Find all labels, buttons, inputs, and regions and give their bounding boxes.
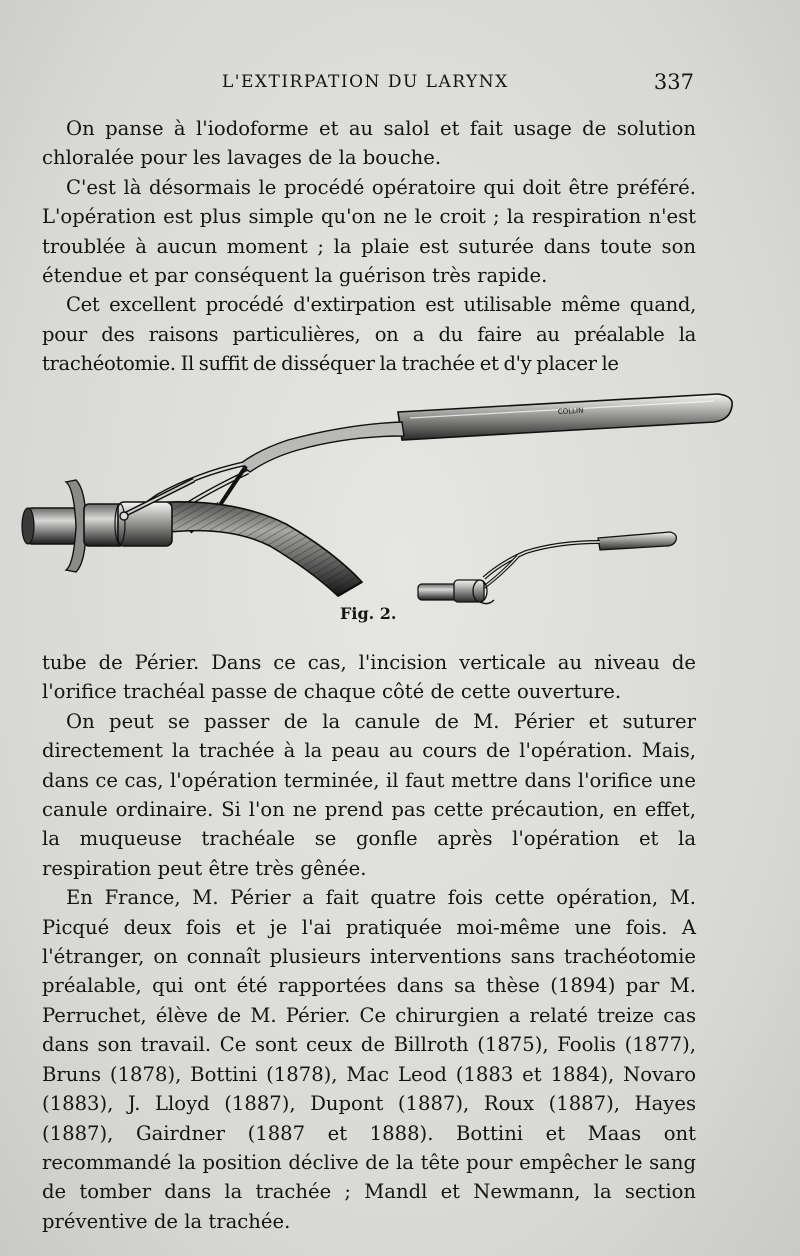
- text-block-top: [42, 114, 696, 379]
- paragraph: On panse à l'iodoforme et au salol et fait usage de solution chloralée pour les lavages de la bouche.: [42, 117, 696, 170]
- small-instrument: [418, 532, 676, 604]
- tracheal-cannula-illustration: [18, 384, 738, 640]
- paragraph: Cet excellent procédé d'extirpation est utilisable même quand, pour des raisons particulières, on a du faire au préalable la trachéotomie. Il suffit de disséquer la trachée et d'y placer le: [42, 293, 696, 376]
- page-number: 337: [653, 70, 694, 94]
- flexible-tube: [168, 502, 362, 596]
- paragraph: tube de Périer. Dans ce cas, l'incision verticale au niveau de l'orifice trachéal passe de chaque côté de cette ouverture.: [42, 651, 696, 704]
- chapter-title: L'EXTIRPATION DU LARYNX: [222, 72, 509, 92]
- text-block-bottom: [42, 648, 696, 1236]
- paragraph: On peut se passer de la canule de M. Périer et suturer directement la trachée à la peau au cours de l'opération. Mais, dans ce cas, l'opération terminée, il faut mettre dans l'orifice une canule ordinaire. Si l'on ne prend pas cette précaution, en effet, la muqueuse trachéale se gonfle après l'opération et la respiration peut être très gênée.: [42, 709, 696, 880]
- engraving-mark: COLLIN: [557, 406, 584, 416]
- cannula-assembly: [22, 480, 194, 572]
- running-header: [210, 66, 700, 100]
- paragraph: En France, M. Périer a fait quatre fois cette opération, M. Picqué deux fois et je l'ai pratiquée moi-même une fois. A l'étranger, on connaît plusieurs interventions sans trachéotomie préalable, qui ont été rapportées dans sa thèse (1894) par M. Perruchet, élève de M. Périer. Ce chirurgien a relaté treize cas dans son travail. Ce sont ceux de Billroth (1875), Foolis (1877), Bruns (1878), Bottini (1878), Mac Leod (1883 et 1884), Novaro (1883), J. Lloyd (1887), Dupont (1887), Roux (1887), Hayes (1887), Gairdner (1887 et 1888). Bottini et Maas ont recommandé la position déclive de la tête pour empêcher le sang de tomber dans la trachée ; Mandl et Newmann, la section préventive de la trachée.: [42, 886, 696, 1233]
- figure-caption: Fig. 2.: [340, 604, 397, 623]
- paragraph: C'est là désormais le procédé opératoire qui doit être préféré. L'opération est plus simple qu'on ne le croit ; la respiration n'est troublée à aucun moment ; la plaie est suturée dans toute son étendue et par conséquent la guérison très rapide.: [42, 175, 696, 288]
